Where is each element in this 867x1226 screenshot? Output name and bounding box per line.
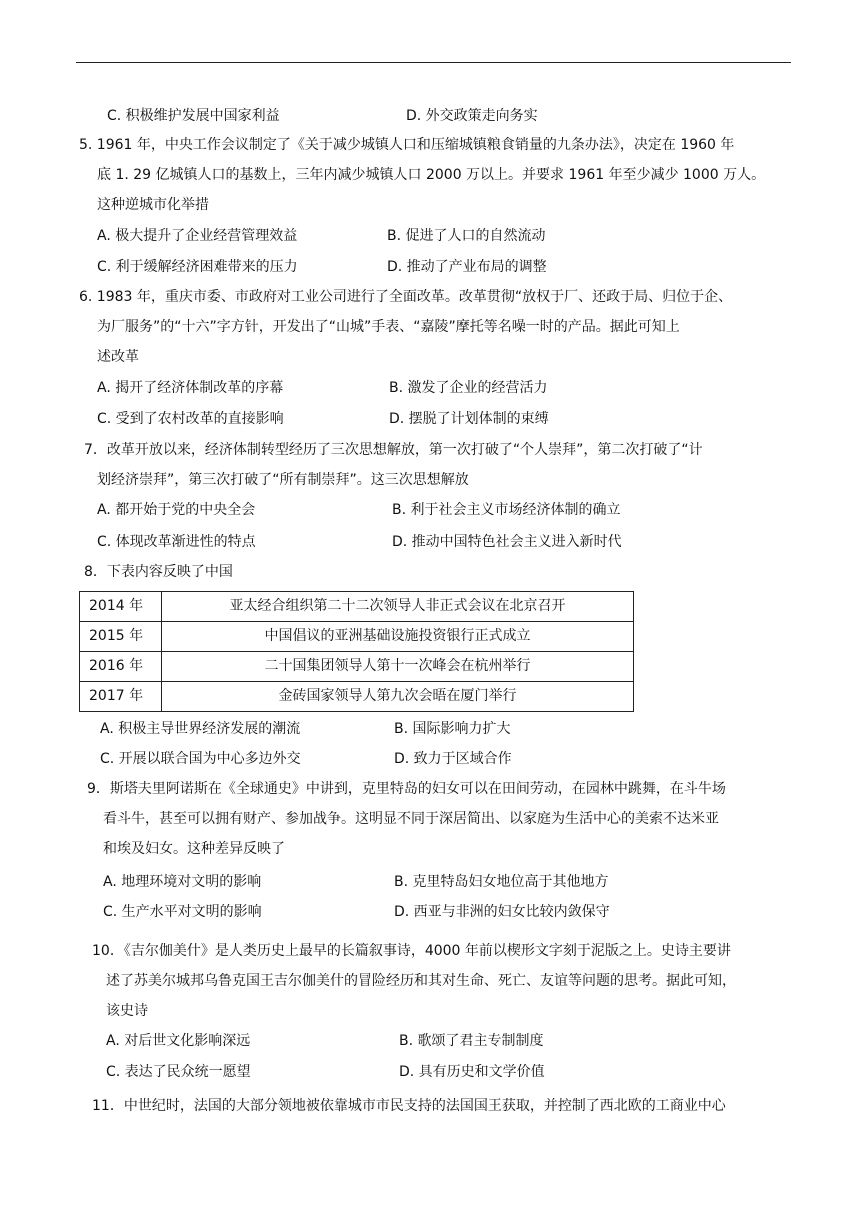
table-cell-event: 中国倡议的亚洲基础设施投资银行正式成立 xyxy=(162,622,634,652)
q5-option-b[interactable]: B. 促进了人口的自然流动 xyxy=(387,228,546,244)
q9-option-d[interactable]: D. 西亚与非洲的妇女比较内敛保守 xyxy=(394,904,610,920)
q10-stem-line-3: 该史诗 xyxy=(106,1003,148,1019)
q5-stem-line-3: 这种逆城市化举措 xyxy=(97,197,209,213)
q9-option-b[interactable]: B. 克里特岛妇女地位高于其他地方 xyxy=(394,874,609,890)
q11-stem-line-1: 11．中世纪时，法国的大部分领地被依靠城市市民支持的法国国王获取，并控制了西北欧的工商业中心 xyxy=(92,1098,726,1114)
table-cell-event: 二十国集团领导人第十一次峰会在杭州举行 xyxy=(162,652,634,682)
q5-option-a[interactable]: A. 极大提升了企业经营管理效益 xyxy=(97,228,298,244)
q5-stem-line-1: 5. 1961 年，中央工作会议制定了《关于减少城镇人口和压缩城镇粮食销量的九条办法》，决定在 1960 年 xyxy=(79,137,735,153)
table-cell-year: 2015 年 xyxy=(80,622,162,652)
q6-option-b[interactable]: B. 激发了企业的经营活力 xyxy=(389,380,548,396)
q8-option-b[interactable]: B. 国际影响力扩大 xyxy=(394,721,511,737)
q4-option-c[interactable]: C. 积极维护发展中国家利益 xyxy=(107,108,280,124)
q6-option-c[interactable]: C. 受到了农村改革的直接影响 xyxy=(97,411,284,427)
q10-option-c[interactable]: C. 表达了民众统一愿望 xyxy=(106,1064,251,1080)
q8-option-c[interactable]: C. 开展以联合国为中心多边外交 xyxy=(100,751,301,767)
q9-stem-line-1: 9．斯塔夫里阿诺斯在《全球通史》中讲到，克里特岛的妇女可以在田间劳动，在园林中跳舞，在斗牛场 xyxy=(87,781,726,797)
table-cell-event: 亚太经合组织第二十二次领导人非正式会议在北京召开 xyxy=(162,592,634,622)
q9-stem-line-3: 和埃及妇女。这种差异反映了 xyxy=(103,841,285,857)
q10-option-b[interactable]: B. 歌颂了君主专制制度 xyxy=(399,1033,544,1049)
q10-option-d[interactable]: D. 具有历史和文学价值 xyxy=(399,1064,545,1080)
q7-option-b[interactable]: B. 利于社会主义市场经济体制的确立 xyxy=(392,502,621,518)
q9-stem-line-2: 看斗牛，甚至可以拥有财产、参加战争。这明显不同于深居简出、以家庭为生活中心的美索不达米亚 xyxy=(103,811,719,827)
q7-option-a[interactable]: A. 都开始于党的中央全会 xyxy=(97,502,256,518)
q7-stem-line-2: 划经济崇拜”，第三次打破了“所有制崇拜”。这三次思想解放 xyxy=(97,472,469,488)
q9-option-a[interactable]: A. 地理环境对文明的影响 xyxy=(103,874,262,890)
table-cell-year: 2016 年 xyxy=(80,652,162,682)
table-row xyxy=(80,592,634,622)
q10-stem-line-2: 述了苏美尔城邦乌鲁克国王吉尔伽美什的冒险经历和其对生命、死亡、友谊等问题的思考。据此可知， xyxy=(106,973,736,989)
q5-option-d[interactable]: D. 推动了产业布局的调整 xyxy=(387,259,547,275)
q6-stem-line-2: 为厂服务”的“十六”字方针，开发出了“山城”手表、“嘉陵”摩托等名噪一时的产品。据此可知上 xyxy=(97,319,680,335)
table-row xyxy=(80,682,634,712)
q7-option-c[interactable]: C. 体现改革渐进性的特点 xyxy=(97,534,256,550)
table-cell-event: 金砖国家领导人第九次会晤在厦门举行 xyxy=(162,682,634,712)
q5-option-c[interactable]: C. 利于缓解经济困难带来的压力 xyxy=(97,259,298,275)
q4-option-d[interactable]: D. 外交政策走向务实 xyxy=(406,108,538,124)
q8-stem: 8．下表内容反映了中国 xyxy=(84,564,233,580)
header-rule xyxy=(76,62,791,63)
table-row xyxy=(80,652,634,682)
q8-option-a[interactable]: A. 积极主导世界经济发展的潮流 xyxy=(100,721,301,737)
q9-option-c[interactable]: C. 生产水平对文明的影响 xyxy=(103,904,262,920)
table-cell-year: 2014 年 xyxy=(80,592,162,622)
q10-option-a[interactable]: A. 对后世文化影响深远 xyxy=(106,1033,251,1049)
q6-option-d[interactable]: D. 摆脱了计划体制的束缚 xyxy=(389,411,549,427)
q7-option-d[interactable]: D. 推动中国特色社会主义进入新时代 xyxy=(392,534,622,550)
table-cell-year: 2017 年 xyxy=(80,682,162,712)
q6-stem-line-1: 6. 1983 年，重庆市委、市政府对工业公司进行了全面改革。改革贯彻“放权于厂、还政于局、归位于企、 xyxy=(79,289,733,305)
table-row xyxy=(80,622,634,652)
q7-stem-line-1: 7．改革开放以来，经济体制转型经历了三次思想解放，第一次打破了“个人崇拜”，第二次打破了“计 xyxy=(84,442,703,458)
events-table xyxy=(79,591,634,712)
q5-stem-line-2: 底 1. 29 亿城镇人口的基数上，三年内减少城镇人口 2000 万以上。并要求 1961 年至少减少 1000 万人。 xyxy=(97,167,766,183)
q6-stem-line-3: 述改革 xyxy=(97,349,139,365)
q6-option-a[interactable]: A. 揭开了经济体制改革的序幕 xyxy=(97,380,284,396)
q8-option-d[interactable]: D. 致力于区域合作 xyxy=(394,751,512,767)
q10-stem-line-1: 10．《吉尔伽美什》是人类历史上最早的长篇叙事诗，4000 年前以楔形文字刻于泥版之上。史诗主要讲 xyxy=(92,943,731,959)
